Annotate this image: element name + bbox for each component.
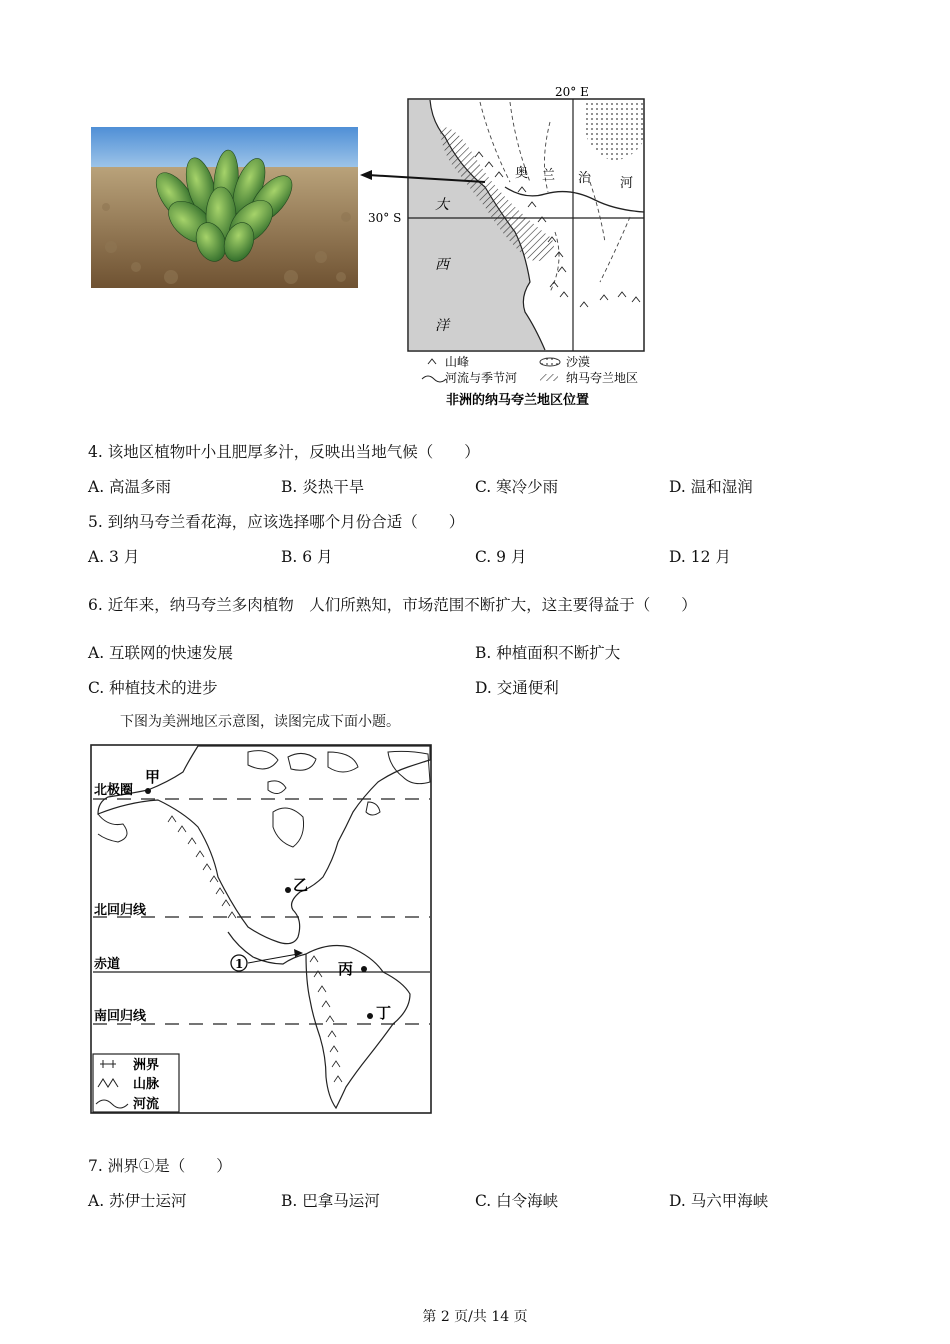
- peak-legend-icon: [428, 359, 436, 364]
- legend-region: 纳马夸兰地区: [566, 371, 639, 385]
- legend-mountain: 山脉: [133, 1077, 160, 1092]
- figure2-intro: 下图为美洲地区示意图，读图完成下面小题。: [120, 714, 400, 730]
- q7-option-c[interactable]: C. 白令海峡: [475, 1192, 559, 1210]
- q4-option-c[interactable]: C. 寒冷少雨: [475, 478, 559, 496]
- q5-option-d[interactable]: D. 12 月: [669, 548, 731, 566]
- region-legend-icon: [540, 374, 558, 381]
- q7-option-d[interactable]: D. 马六甲海峡: [669, 1192, 769, 1210]
- q4-option-d[interactable]: D. 温和湿润: [669, 478, 753, 496]
- q6-option-b[interactable]: B. 种植面积不断扩大: [475, 644, 621, 662]
- q5-option-b[interactable]: B. 6 月: [281, 548, 333, 566]
- point-jia: 甲: [145, 768, 161, 786]
- q5-option-c[interactable]: C. 9 月: [475, 548, 527, 566]
- river-legend-icon: [422, 376, 446, 382]
- legend-boundary: 洲界: [133, 1058, 160, 1073]
- q7-option-a[interactable]: A. 苏伊士运河: [88, 1192, 187, 1210]
- legend-peak: 山峰: [445, 355, 470, 369]
- q6-option-d[interactable]: D. 交通便利: [475, 679, 559, 697]
- boundary-marker-1: 1: [235, 957, 244, 971]
- question-6-stem: 6. 近年来，纳马夸兰多肉植物 人们所熟知，市场范围不断扩大，这主要得益于（ ）: [88, 596, 697, 614]
- succulent-photo: [91, 127, 358, 288]
- question-7-stem: 7. 洲界①是（ ）: [88, 1157, 232, 1175]
- desert-legend-icon: [540, 358, 560, 366]
- lon-label: 20° E: [555, 85, 589, 99]
- point-bing: 丙: [338, 960, 354, 978]
- legend-desert: 沙漠: [566, 355, 591, 369]
- arctic-circle-label: 北极圈: [94, 783, 134, 798]
- page-footer: 第 2 页/共 14 页: [422, 1309, 528, 1325]
- ocean-char-2: 西: [435, 257, 449, 273]
- ocean-char-3: 洋: [435, 318, 449, 334]
- point-yi: 乙: [293, 876, 309, 894]
- figure1-caption: 非洲的纳马夸兰地区位置: [446, 393, 590, 408]
- river-char-2: 兰: [542, 168, 556, 183]
- namaqualand-map: [350, 82, 670, 412]
- legend-river-2: 河流: [133, 1097, 160, 1112]
- legend-river: 河流与季节河: [445, 371, 518, 385]
- tropic-capricorn-label: 南回归线: [94, 1009, 147, 1024]
- americas-map: [88, 742, 434, 1116]
- q7-option-b[interactable]: B. 巴拿马运河: [281, 1192, 380, 1210]
- point-ding: 丁: [376, 1004, 392, 1022]
- question-4-stem: 4. 该地区植物叶小且肥厚多汁，反映出当地气候（ ）: [88, 443, 480, 461]
- q4-option-a[interactable]: A. 高温多雨: [88, 478, 172, 496]
- ocean-char-1: 大: [435, 197, 449, 213]
- equator-label: 赤道: [94, 957, 121, 972]
- river-char-3: 治: [578, 171, 592, 186]
- q5-option-a[interactable]: A. 3 月: [88, 548, 140, 566]
- question-5-stem: 5. 到纳马夸兰看花海，应该选择哪个月份合适（ ）: [88, 513, 465, 531]
- river-char-1: 奥: [515, 166, 529, 181]
- q6-option-c[interactable]: C. 种植技术的进步: [88, 679, 218, 697]
- lat-label: 30° S: [368, 211, 402, 225]
- q4-option-b[interactable]: B. 炎热干旱: [281, 478, 365, 496]
- river-char-4: 河: [620, 176, 634, 191]
- tropic-cancer-label: 北回归线: [94, 903, 147, 918]
- q6-option-a[interactable]: A. 互联网的快速发展: [88, 644, 234, 662]
